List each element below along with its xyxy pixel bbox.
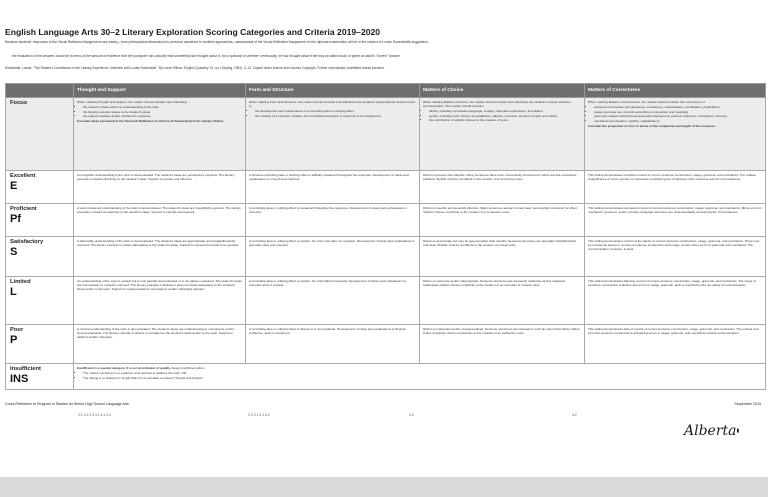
choice-criteria-cell: Diction is appropriate but may be general rather than specific. Sentence structures are generally straightforward and clear. Stylistic choices contribute to the creation of a clear voice. <box>420 237 585 277</box>
level-name: Excellent <box>10 173 36 179</box>
focus-form-bullet: • the creation of a coherent, shaped, and concluded discussion in response to the assignment <box>255 114 416 118</box>
insufficient-bullet: • The marker can discern no evidence of an attempt to address the topic; OR <box>83 371 762 375</box>
level-label-cell <box>6 364 74 390</box>
correctness-criteria-cell: This writing demonstrates control of the basics of correct sentence construction, usage, grammar, and mechanics. There may be occasional lapses in control of sentence construction and usage, and/or minor errors in grammar and mechanics. The communication, however, is clear. <box>585 237 766 277</box>
level-code: Pf <box>10 213 21 225</box>
focus-correctness-cell <box>585 98 766 171</box>
level-row-limited <box>6 277 766 325</box>
insufficient-bullet: • The writing is so deficient in length that it is not possible to assess Thought and Support <box>83 376 762 380</box>
focus-thought-cell <box>74 98 246 171</box>
header-matters-of-choice: Matters of Choice <box>420 84 585 98</box>
thought-criteria-cell: A minimal understanding of the topic is demonstrated. The student's ideas are underdeveloped, unexplored, and/or incomprehensible. The literary example is absent or unrelated to the student's ideas and/or to the topic. Support is deficient and/or irrelevant. <box>74 325 246 364</box>
alberta-wordmark: Alberta <box>684 423 737 439</box>
insufficient-lead-2: Assign insufficient when <box>171 366 205 370</box>
outcomes-thought: 2.1 2.2 2.3 3.2 4.1 4.2 <box>78 413 111 417</box>
bottom-band <box>0 477 768 497</box>
header-blank <box>6 84 74 98</box>
thought-criteria-cell: A well-considered understanding of the topic is demonstrated. The student's ideas are thoughtfully explored. The literary example is related competently to the student's ideas. Support is specific and relevant. <box>74 204 246 237</box>
level-code: P <box>10 334 18 346</box>
level-code: L <box>10 286 17 298</box>
level-name: Insufficient <box>10 366 41 372</box>
level-row-proficient <box>6 204 766 237</box>
focus-form-cell <box>246 98 420 171</box>
level-name: Satisfactory <box>10 239 44 245</box>
level-name: Poor <box>10 327 24 333</box>
level-label-cell <box>6 325 74 364</box>
insufficient-criteria-cell <box>74 364 766 390</box>
thought-criteria-cell: An insightful understanding of the topic is demonstrated. The student's ideas are perceptively explored. The literary example is related effectively to the student's ideas. Support is precise and effective. <box>74 171 246 204</box>
focus-thought-bullet: • the student's ideas reflect an understanding of the topic <box>83 105 242 109</box>
focus-choice-cell <box>420 98 585 171</box>
focus-choice-bullet: • the contribution of stylistic choices to the creation of voice <box>429 118 581 122</box>
correctness-criteria-cell: This writing demonstrates lack of control of correct sentence construction, usage, grammar, and mechanics. The unclear and incorrect sentence constructions and jarring errors in usage, grammar, and mechanics impede communication. <box>585 325 766 364</box>
form-criteria-cell: A controlling idea or unifying effect is evident, but unity falters frequently. Development of ideas and explanations is uncertain and/ or unclear. <box>246 277 420 325</box>
focus-choice-bullet: • diction, including connotative language, imagery, idiomatic expressions, and dialect <box>429 109 581 113</box>
level-label-cell <box>6 277 74 325</box>
focus-choice-intro: When marking Matters of Choice, the marker should consider how effectively the student's choices enhance communication. The marker should consider <box>423 100 571 109</box>
level-row-poor <box>6 325 766 364</box>
outcomes-form: 2.2 3.1 4.1 4.2 <box>248 413 270 417</box>
level-code: E <box>10 180 18 192</box>
thought-criteria-cell: An understanding of the topic is evident but is only partially demonstrated or is not always sustained. The student's ideas are incompletely or unclearly explored. The literary example is lacking or does not relate adequately to the student's ideas and/or to the topic. Support is overgeneralized, inconsistent, and/or marginally relevant. <box>74 277 246 325</box>
focus-correctness-bullet: • sentence construction (completeness, consistency, subordination, coordination, predication) <box>594 105 762 109</box>
level-label-cell <box>6 204 74 237</box>
correctness-criteria-cell: This writing demonstrates competent control of correct sentence construction, usage, grammar, and mechanics. Minor errors in mechanics, grammar, and/or complex language structures are understandable considering the circumstances. <box>585 204 766 237</box>
focus-form-intro: When marking Form and Structure, the marker should consider how effectively the student's organizational choices result in <box>249 100 415 109</box>
level-row-insufficient <box>6 364 766 390</box>
level-name: Limited <box>10 279 31 285</box>
correctness-criteria-cell: This writing demonstrates confident control of correct sentence construction, usage, grammar, and mechanics. The relative insignificance of errors present is impressive considering the complexity of the response and the circumstances. <box>585 171 766 204</box>
focus-correctness-intro: When marking Matters of Correctness, the marker should consider the correctness of <box>588 100 705 104</box>
focus-correctness-bullet: • usage (accurate use of words according to convention and meaning) <box>594 110 762 114</box>
rosenblatt-quote: the evaluation of the answers would be in terms of the amount of evidence that the youngster has actually read something and thought about it, not a question of whether, necessarily, he has thought about it the way an adult would, or given an adult's "correct" answer. <box>12 54 401 58</box>
revision-date: September 2019 <box>734 402 761 406</box>
insufficient-lead: Insufficient is a special category. It is not an indicator of quality. <box>77 366 171 370</box>
choice-criteria-cell: Diction is imprecise and/or inappropriate. Sentence structures are frequently ineffective and/or awkward. Inadequate stylistic choices contribute to the creation of an uncertain or unclear voice. <box>420 277 585 325</box>
header-row <box>6 84 766 98</box>
focus-thought-bullet: • the support explains and/or clarifies the response <box>83 114 242 118</box>
page-title: English Language Arts 30–2 Literary Exploration Scoring Categories and Criteria 2019–2020 <box>5 27 381 37</box>
focus-thought-intro: When marking Thought and Support, the marker should consider how effectively <box>77 100 187 104</box>
cross-reference-label: Cross Reference to Program of Studies for Senior High School Language Arts <box>5 402 129 406</box>
focus-row <box>6 98 766 171</box>
focus-correctness-bullet: • grammar (subject-verb/pronoun-antecedent agreement, pronoun reference, consistency of tense) <box>594 114 762 118</box>
form-criteria-cell: A controlling idea or unifying effect is absent or is not sustained. Development of ideas and explanations is illogical, ineffective, and/ or incoherent. <box>246 325 420 364</box>
focus-correctness-bullet: • mechanics (punctuation, spelling, capitalization) <box>594 119 762 123</box>
focus-thought-bullet: • the literary example relates to the student's ideas <box>83 110 242 114</box>
header-matters-of-correctness: Matters of Correctness <box>585 84 766 98</box>
focus-choice-bullet: • syntax, including such choices as parallelism, balance, inversion, sentence length, and variety <box>429 114 581 118</box>
level-label-cell <box>6 171 74 204</box>
focus-thought-note: Consider ideas presented in the Personal Reflection on Choice of Character(s) from Literary Text(s). <box>77 119 224 124</box>
level-code: INS <box>10 373 29 385</box>
correctness-criteria-cell: This writing demonstrates faltering control of correct sentence construction, usage, grammar, and mechanics. The range of sentence construction problems and errors in usage, grammar, and/ or mechanics blur the clarity of communication. <box>585 277 766 325</box>
focus-label-cell <box>6 98 74 171</box>
form-criteria-cell: A controlling idea or unifying effect is sustained throughout the response. Development of ideas and explanations is coherent. <box>246 204 420 237</box>
outcomes-choice: 4.2 <box>409 413 414 417</box>
logo-flag-mark: ▮ <box>736 428 740 434</box>
scoring-rubric-table <box>5 83 766 390</box>
outcomes-correctness: 4.2 <box>572 413 577 417</box>
level-row-excellent <box>6 171 766 204</box>
thought-criteria-cell: A defensible understanding of the topic is demonstrated. The student's ideas are appropriately and straightforwardly explored. The literary example is related adequately to the student's ideas. Support is relevant but tends to be general. <box>74 237 246 277</box>
choice-criteria-cell: Diction is precise and effective. Many sentences have been successfully structured for effect and are sometimes polished. Stylistic choices contribute to the creation of a convincing voice. <box>420 171 585 204</box>
level-name: Proficient <box>10 206 37 212</box>
level-row-satisfactory <box>6 237 766 277</box>
alberta-logo <box>684 423 739 439</box>
focus-correctness-note: Consider the proportion of error in terms of the complexity and length of the response. <box>588 123 716 128</box>
level-code: S <box>10 246 18 258</box>
header-form-structure: Form and Structure <box>246 84 420 98</box>
header-thought-support: Thought and Support <box>74 84 246 98</box>
citation: Rosenblatt, Louise. "The Reader's Contribution in the Literary Experience: Interview with Louise Rosenblatt." By Lionel Wilson. English Quarterly 14, no.1 (Spring, 1981): 3–12. Copied under licence from Access Copyright. Further reproduction prohibited unless licensed. <box>5 66 385 70</box>
choice-criteria-cell: Diction is specific and generally effective. Many sentences appear to have been purposefully structured for effect. Stylistic choices contribute to the creation of a competent voice. <box>420 204 585 237</box>
choice-criteria-cell: Diction is inaccurate and/or overgeneralized. Sentence structures are misused to such an extent that clarity suffers. A lack of stylistic choices contributes to the creation of an ineffective voice. <box>420 325 585 364</box>
form-criteria-cell: A controlling idea or unifying effect is evident, but unity may falter on occasion. Development of ideas and explanations is generally clear and coherent. <box>246 237 420 277</box>
level-label-cell <box>6 237 74 277</box>
form-criteria-cell: A focused controlling idea or unifying effect is skillfully sustained throughout the response. Development of ideas and explanations is smooth and coherent. <box>246 171 420 204</box>
focus-label: Focus <box>10 100 28 106</box>
intro-text: Because students' responses to the Visual Reflection Assignment vary widely—from philosophical discussions to personal narratives to creative approaches—assessment of the Visual Reflection Assignment on the diploma examination will be in the context of Louise Rosenblatt's suggestion: <box>5 40 429 44</box>
focus-form-bullet: • the development and maintenance of a controlling idea or unifying effect <box>255 109 416 113</box>
